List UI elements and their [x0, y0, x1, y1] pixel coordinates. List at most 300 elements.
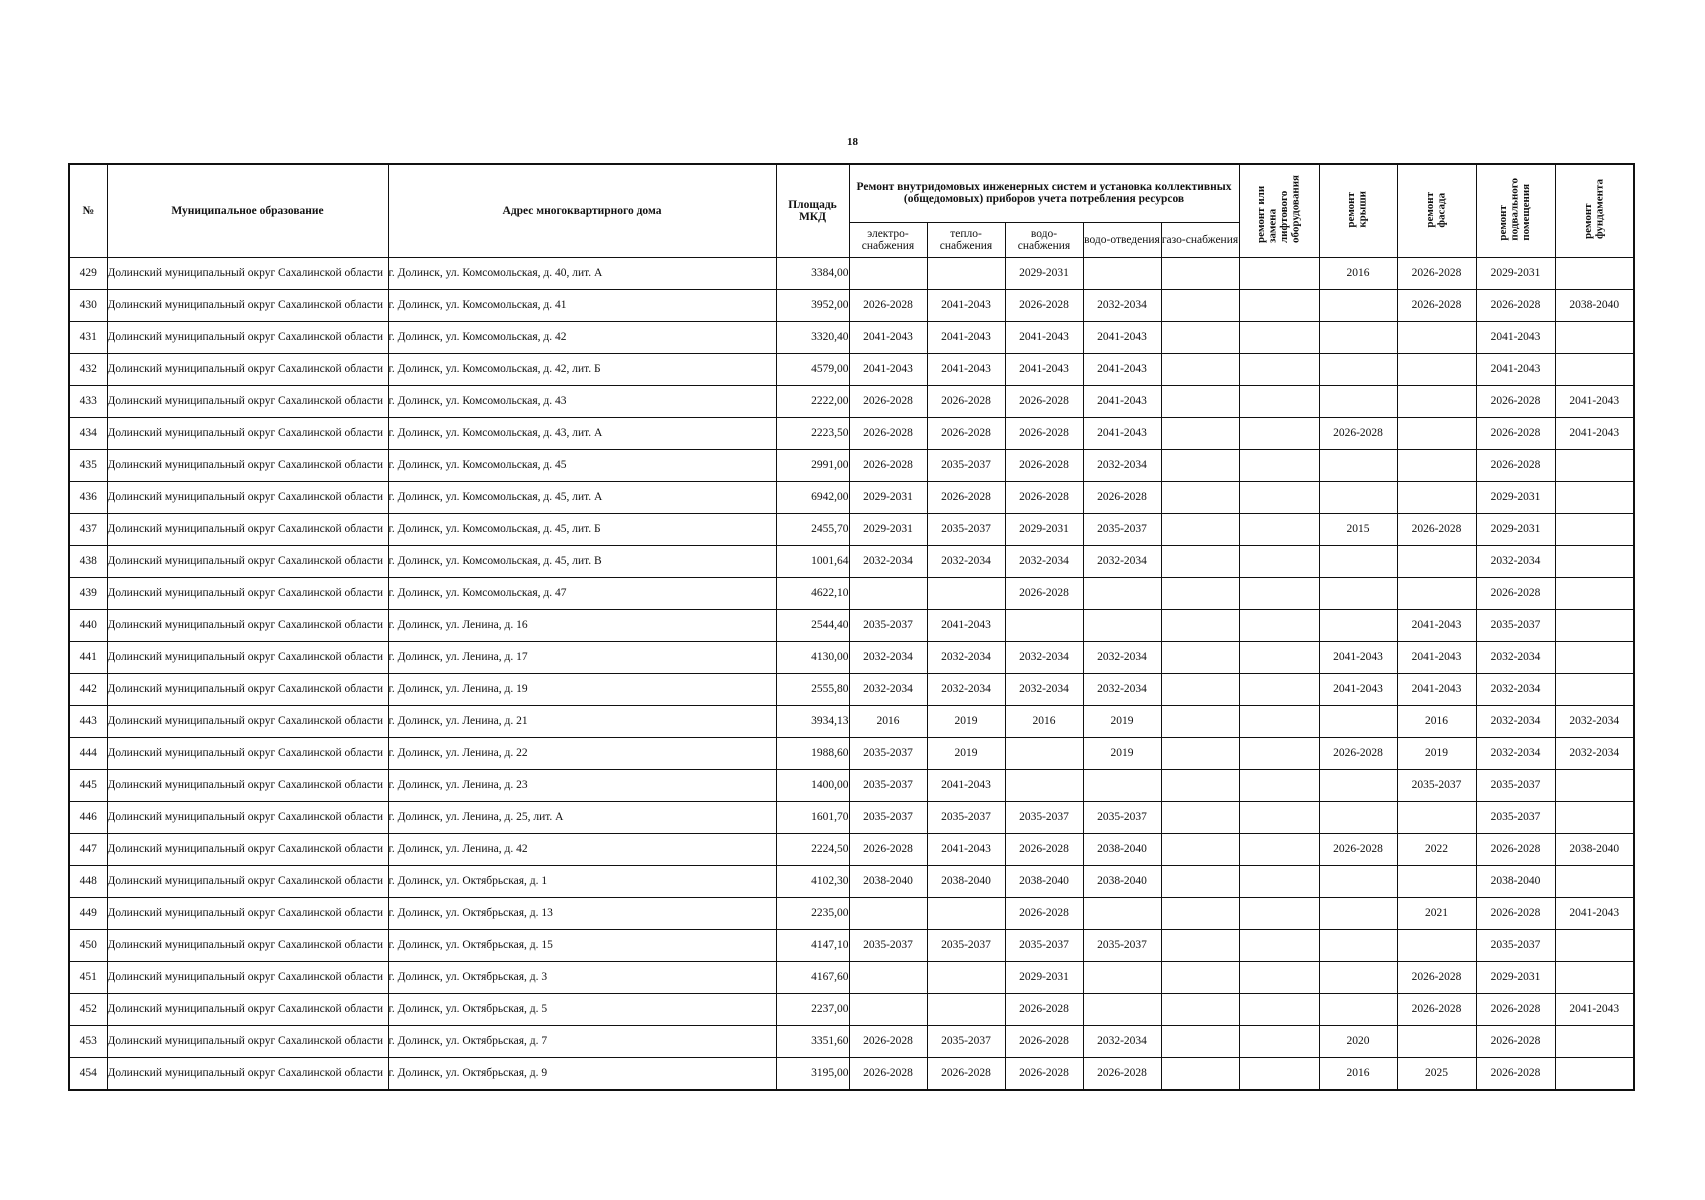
municipality-cell: Долинский муниципальный округ Сахалинской области — [107, 450, 388, 482]
facade-cell — [1397, 450, 1476, 482]
elevator-cell — [1239, 802, 1319, 834]
heating-cell: 2026-2028 — [927, 1058, 1005, 1090]
drainage-cell: 2038-2040 — [1083, 834, 1161, 866]
gas-cell — [1161, 834, 1239, 866]
roof-cell — [1319, 450, 1397, 482]
table-row — [69, 738, 1634, 770]
facade-cell: 2021 — [1397, 898, 1476, 930]
roof-cell — [1319, 578, 1397, 610]
elevator-cell — [1239, 322, 1319, 354]
elevator-cell — [1239, 354, 1319, 386]
facade-cell — [1397, 322, 1476, 354]
table-row — [69, 450, 1634, 482]
foundation-cell — [1555, 866, 1634, 898]
water-supply-cell: 2026-2028 — [1005, 898, 1083, 930]
gas-cell — [1161, 802, 1239, 834]
water-supply-cell: 2041-2043 — [1005, 354, 1083, 386]
roof-cell — [1319, 994, 1397, 1026]
area-cell: 2222,00 — [776, 386, 849, 418]
foundation-cell — [1555, 258, 1634, 290]
address-cell: г. Долинск, ул. Комсомольская, д. 43, лит. А — [388, 418, 776, 450]
basement-cell: 2029-2031 — [1476, 258, 1555, 290]
municipality-cell: Долинский муниципальный округ Сахалинской области — [107, 578, 388, 610]
electricity-cell — [849, 898, 927, 930]
basement-cell: 2026-2028 — [1476, 1058, 1555, 1090]
roof-cell — [1319, 546, 1397, 578]
address-cell: г. Долинск, ул. Октябрьская, д. 13 — [388, 898, 776, 930]
row-number: 443 — [69, 706, 107, 738]
foundation-cell — [1555, 450, 1634, 482]
header-foundation — [1555, 164, 1634, 258]
area-cell: 6942,00 — [776, 482, 849, 514]
water-supply-cell: 2035-2037 — [1005, 802, 1083, 834]
address-cell: г. Долинск, ул. Октябрьская, д. 3 — [388, 962, 776, 994]
electricity-cell: 2026-2028 — [849, 418, 927, 450]
municipality-cell: Долинский муниципальный округ Сахалинской области — [107, 642, 388, 674]
drainage-cell: 2032-2034 — [1083, 642, 1161, 674]
water-supply-cell — [1005, 610, 1083, 642]
foundation-cell: 2038-2040 — [1555, 290, 1634, 322]
facade-cell — [1397, 930, 1476, 962]
basement-cell: 2026-2028 — [1476, 994, 1555, 1026]
heating-cell: 2035-2037 — [927, 450, 1005, 482]
water-supply-cell: 2026-2028 — [1005, 834, 1083, 866]
electricity-cell: 2016 — [849, 706, 927, 738]
heating-cell — [927, 578, 1005, 610]
facade-cell — [1397, 866, 1476, 898]
foundation-cell — [1555, 1026, 1634, 1058]
water-supply-cell: 2026-2028 — [1005, 290, 1083, 322]
municipality-cell: Долинский муниципальный округ Сахалинской области — [107, 866, 388, 898]
header-heating: тепло-снабжения — [927, 222, 1005, 257]
basement-cell: 2041-2043 — [1476, 354, 1555, 386]
drainage-cell — [1083, 610, 1161, 642]
roof-cell: 2020 — [1319, 1026, 1397, 1058]
municipality-cell: Долинский муниципальный округ Сахалинской области — [107, 258, 388, 290]
row-number: 453 — [69, 1026, 107, 1058]
row-number: 447 — [69, 834, 107, 866]
header-municipality: Муниципальное образование — [107, 164, 388, 258]
basement-cell: 2029-2031 — [1476, 962, 1555, 994]
drainage-cell: 2019 — [1083, 706, 1161, 738]
drainage-cell: 2026-2028 — [1083, 482, 1161, 514]
roof-cell — [1319, 290, 1397, 322]
basement-cell: 2035-2037 — [1476, 802, 1555, 834]
area-cell: 4622,10 — [776, 578, 849, 610]
elevator-cell — [1239, 642, 1319, 674]
row-number: 450 — [69, 930, 107, 962]
roof-cell: 2016 — [1319, 258, 1397, 290]
area-cell: 2224,50 — [776, 834, 849, 866]
electricity-cell: 2035-2037 — [849, 802, 927, 834]
area-cell: 2235,00 — [776, 898, 849, 930]
basement-cell: 2026-2028 — [1476, 834, 1555, 866]
water-supply-cell: 2029-2031 — [1005, 258, 1083, 290]
table-row — [69, 770, 1634, 802]
water-supply-cell: 2032-2034 — [1005, 642, 1083, 674]
address-cell: г. Долинск, ул. Октябрьская, д. 7 — [388, 1026, 776, 1058]
repair-schedule-table — [68, 163, 1635, 1091]
facade-cell — [1397, 802, 1476, 834]
drainage-cell: 2035-2037 — [1083, 514, 1161, 546]
municipality-cell: Долинский муниципальный округ Сахалинской области — [107, 386, 388, 418]
municipality-cell: Долинский муниципальный округ Сахалинской области — [107, 994, 388, 1026]
facade-cell — [1397, 1026, 1476, 1058]
drainage-cell — [1083, 258, 1161, 290]
address-cell: г. Долинск, ул. Комсомольская, д. 41 — [388, 290, 776, 322]
foundation-cell — [1555, 578, 1634, 610]
water-supply-cell: 2026-2028 — [1005, 418, 1083, 450]
facade-cell: 2026-2028 — [1397, 962, 1476, 994]
foundation-cell: 2032-2034 — [1555, 706, 1634, 738]
drainage-cell — [1083, 994, 1161, 1026]
table-row — [69, 578, 1634, 610]
address-cell: г. Долинск, ул. Ленина, д. 22 — [388, 738, 776, 770]
electricity-cell — [849, 994, 927, 1026]
table-body — [69, 258, 1634, 1090]
row-number: 432 — [69, 354, 107, 386]
drainage-cell — [1083, 898, 1161, 930]
gas-cell — [1161, 738, 1239, 770]
gas-cell — [1161, 450, 1239, 482]
area-cell: 3934,13 — [776, 706, 849, 738]
facade-cell: 2041-2043 — [1397, 610, 1476, 642]
header-basement-label: ремонт подвального помещения — [1497, 178, 1533, 241]
table-row — [69, 930, 1634, 962]
roof-cell — [1319, 354, 1397, 386]
drainage-cell: 2038-2040 — [1083, 866, 1161, 898]
address-cell: г. Долинск, ул. Комсомольская, д. 45, лит. В — [388, 546, 776, 578]
address-cell: г. Долинск, ул. Ленина, д. 16 — [388, 610, 776, 642]
municipality-cell: Долинский муниципальный округ Сахалинской области — [107, 1058, 388, 1090]
electricity-cell: 2038-2040 — [849, 866, 927, 898]
water-supply-cell: 2026-2028 — [1005, 450, 1083, 482]
header-foundation-label: ремонт фундамента — [1581, 179, 1606, 240]
facade-cell: 2041-2043 — [1397, 642, 1476, 674]
facade-cell: 2019 — [1397, 738, 1476, 770]
heating-cell: 2032-2034 — [927, 674, 1005, 706]
facade-cell — [1397, 386, 1476, 418]
facade-cell: 2041-2043 — [1397, 674, 1476, 706]
municipality-cell: Долинский муниципальный округ Сахалинской области — [107, 738, 388, 770]
heating-cell: 2041-2043 — [927, 834, 1005, 866]
elevator-cell — [1239, 994, 1319, 1026]
header-basement — [1476, 164, 1555, 258]
elevator-cell — [1239, 386, 1319, 418]
facade-cell: 2025 — [1397, 1058, 1476, 1090]
drainage-cell: 2035-2037 — [1083, 930, 1161, 962]
area-cell: 4102,30 — [776, 866, 849, 898]
municipality-cell: Долинский муниципальный округ Сахалинской области — [107, 418, 388, 450]
basement-cell: 2041-2043 — [1476, 322, 1555, 354]
header-engineering-systems: Ремонт внутридомовых инженерных систем и установка коллективных (общедомовых) приборов учета потребления ресурсов — [849, 164, 1239, 222]
area-cell: 2555,80 — [776, 674, 849, 706]
elevator-cell — [1239, 930, 1319, 962]
water-supply-cell: 2035-2037 — [1005, 930, 1083, 962]
gas-cell — [1161, 322, 1239, 354]
elevator-cell — [1239, 610, 1319, 642]
elevator-cell — [1239, 546, 1319, 578]
roof-cell: 2026-2028 — [1319, 418, 1397, 450]
heating-cell: 2035-2037 — [927, 1026, 1005, 1058]
electricity-cell: 2041-2043 — [849, 354, 927, 386]
drainage-cell: 2026-2028 — [1083, 1058, 1161, 1090]
electricity-cell — [849, 578, 927, 610]
address-cell: г. Долинск, ул. Комсомольская, д. 40, лит. А — [388, 258, 776, 290]
heating-cell: 2041-2043 — [927, 610, 1005, 642]
heating-cell — [927, 898, 1005, 930]
header-area: Площадь МКД — [776, 164, 849, 258]
municipality-cell: Долинский муниципальный округ Сахалинской области — [107, 546, 388, 578]
gas-cell — [1161, 898, 1239, 930]
table-row — [69, 482, 1634, 514]
gas-cell — [1161, 994, 1239, 1026]
municipality-cell: Долинский муниципальный округ Сахалинской области — [107, 898, 388, 930]
heating-cell: 2041-2043 — [927, 354, 1005, 386]
electricity-cell: 2026-2028 — [849, 290, 927, 322]
basement-cell: 2032-2034 — [1476, 674, 1555, 706]
row-number: 430 — [69, 290, 107, 322]
row-number: 441 — [69, 642, 107, 674]
area-cell: 3195,00 — [776, 1058, 849, 1090]
header-facade-label: ремонт фасада — [1423, 191, 1448, 228]
elevator-cell — [1239, 898, 1319, 930]
facade-cell — [1397, 354, 1476, 386]
basement-cell: 2032-2034 — [1476, 546, 1555, 578]
header-gas: газо-снабжения — [1161, 222, 1239, 257]
municipality-cell: Долинский муниципальный округ Сахалинской области — [107, 1026, 388, 1058]
municipality-cell: Долинский муниципальный округ Сахалинской области — [107, 674, 388, 706]
elevator-cell — [1239, 1026, 1319, 1058]
row-number: 438 — [69, 546, 107, 578]
header-electricity: электро-снабжения — [849, 222, 927, 257]
address-cell: г. Долинск, ул. Октябрьская, д. 5 — [388, 994, 776, 1026]
address-cell: г. Долинск, ул. Комсомольская, д. 45, лит. А — [388, 482, 776, 514]
area-cell: 3351,60 — [776, 1026, 849, 1058]
roof-cell — [1319, 322, 1397, 354]
table-header — [69, 164, 1634, 258]
header-elevator — [1239, 164, 1319, 258]
facade-cell — [1397, 578, 1476, 610]
electricity-cell — [849, 962, 927, 994]
water-supply-cell: 2016 — [1005, 706, 1083, 738]
foundation-cell — [1555, 610, 1634, 642]
area-cell: 2544,40 — [776, 610, 849, 642]
electricity-cell: 2035-2037 — [849, 930, 927, 962]
area-cell: 4147,10 — [776, 930, 849, 962]
water-supply-cell: 2026-2028 — [1005, 1058, 1083, 1090]
heating-cell: 2019 — [927, 738, 1005, 770]
municipality-cell: Долинский муниципальный округ Сахалинской области — [107, 354, 388, 386]
address-cell: г. Долинск, ул. Комсомольская, д. 47 — [388, 578, 776, 610]
electricity-cell: 2041-2043 — [849, 322, 927, 354]
municipality-cell: Долинский муниципальный округ Сахалинской области — [107, 290, 388, 322]
water-supply-cell: 2029-2031 — [1005, 514, 1083, 546]
table-row — [69, 1058, 1634, 1090]
foundation-cell — [1555, 642, 1634, 674]
row-number: 454 — [69, 1058, 107, 1090]
heating-cell: 2041-2043 — [927, 322, 1005, 354]
gas-cell — [1161, 386, 1239, 418]
foundation-cell — [1555, 482, 1634, 514]
facade-cell — [1397, 482, 1476, 514]
header-address: Адрес многоквартирного дома — [388, 164, 776, 258]
row-number: 436 — [69, 482, 107, 514]
roof-cell — [1319, 610, 1397, 642]
area-cell: 3384,00 — [776, 258, 849, 290]
elevator-cell — [1239, 258, 1319, 290]
address-cell: г. Долинск, ул. Комсомольская, д. 45, лит. Б — [388, 514, 776, 546]
drainage-cell: 2032-2034 — [1083, 450, 1161, 482]
heating-cell — [927, 994, 1005, 1026]
row-number: 444 — [69, 738, 107, 770]
electricity-cell: 2032-2034 — [849, 674, 927, 706]
area-cell: 1400,00 — [776, 770, 849, 802]
basement-cell: 2026-2028 — [1476, 386, 1555, 418]
facade-cell: 2026-2028 — [1397, 994, 1476, 1026]
roof-cell — [1319, 482, 1397, 514]
facade-cell: 2022 — [1397, 834, 1476, 866]
elevator-cell — [1239, 450, 1319, 482]
gas-cell — [1161, 514, 1239, 546]
address-cell: г. Долинск, ул. Октябрьская, д. 1 — [388, 866, 776, 898]
address-cell: г. Долинск, ул. Октябрьская, д. 15 — [388, 930, 776, 962]
foundation-cell — [1555, 546, 1634, 578]
gas-cell — [1161, 578, 1239, 610]
roof-cell — [1319, 770, 1397, 802]
basement-cell: 2026-2028 — [1476, 1026, 1555, 1058]
table-row — [69, 322, 1634, 354]
foundation-cell — [1555, 514, 1634, 546]
foundation-cell: 2041-2043 — [1555, 386, 1634, 418]
water-supply-cell: 2032-2034 — [1005, 674, 1083, 706]
table-row — [69, 610, 1634, 642]
roof-cell — [1319, 386, 1397, 418]
address-cell: г. Долинск, ул. Комсомольская, д. 45 — [388, 450, 776, 482]
heating-cell: 2026-2028 — [927, 482, 1005, 514]
gas-cell — [1161, 770, 1239, 802]
table-row — [69, 418, 1634, 450]
drainage-cell — [1083, 578, 1161, 610]
basement-cell: 2038-2040 — [1476, 866, 1555, 898]
gas-cell — [1161, 354, 1239, 386]
drainage-cell — [1083, 770, 1161, 802]
foundation-cell — [1555, 770, 1634, 802]
municipality-cell: Долинский муниципальный округ Сахалинской области — [107, 834, 388, 866]
header-elevator-label: ремонт или замена лифтового оборудования — [1254, 175, 1302, 244]
municipality-cell: Долинский муниципальный округ Сахалинской области — [107, 322, 388, 354]
heating-cell: 2035-2037 — [927, 802, 1005, 834]
water-supply-cell: 2041-2043 — [1005, 322, 1083, 354]
drainage-cell: 2041-2043 — [1083, 386, 1161, 418]
facade-cell: 2026-2028 — [1397, 258, 1476, 290]
electricity-cell: 2026-2028 — [849, 1026, 927, 1058]
area-cell: 2237,00 — [776, 994, 849, 1026]
header-number: № — [69, 164, 107, 258]
drainage-cell: 2032-2034 — [1083, 674, 1161, 706]
foundation-cell: 2032-2034 — [1555, 738, 1634, 770]
gas-cell — [1161, 258, 1239, 290]
gas-cell — [1161, 610, 1239, 642]
table-row — [69, 386, 1634, 418]
water-supply-cell: 2026-2028 — [1005, 994, 1083, 1026]
municipality-cell: Долинский муниципальный округ Сахалинской области — [107, 802, 388, 834]
elevator-cell — [1239, 1058, 1319, 1090]
row-number: 446 — [69, 802, 107, 834]
electricity-cell: 2026-2028 — [849, 834, 927, 866]
heating-cell — [927, 258, 1005, 290]
foundation-cell — [1555, 962, 1634, 994]
water-supply-cell: 2029-2031 — [1005, 962, 1083, 994]
drainage-cell: 2032-2034 — [1083, 546, 1161, 578]
elevator-cell — [1239, 866, 1319, 898]
area-cell: 1988,60 — [776, 738, 849, 770]
elevator-cell — [1239, 738, 1319, 770]
water-supply-cell: 2026-2028 — [1005, 1026, 1083, 1058]
table-row — [69, 546, 1634, 578]
row-number: 433 — [69, 386, 107, 418]
area-cell: 2455,70 — [776, 514, 849, 546]
address-cell: г. Долинск, ул. Ленина, д. 21 — [388, 706, 776, 738]
roof-cell: 2041-2043 — [1319, 642, 1397, 674]
electricity-cell: 2032-2034 — [849, 642, 927, 674]
heating-cell: 2035-2037 — [927, 514, 1005, 546]
facade-cell: 2026-2028 — [1397, 514, 1476, 546]
municipality-cell: Долинский муниципальный округ Сахалинской области — [107, 482, 388, 514]
foundation-cell — [1555, 674, 1634, 706]
basement-cell: 2029-2031 — [1476, 514, 1555, 546]
water-supply-cell: 2038-2040 — [1005, 866, 1083, 898]
row-number: 451 — [69, 962, 107, 994]
municipality-cell: Долинский муниципальный округ Сахалинской области — [107, 706, 388, 738]
facade-cell: 2026-2028 — [1397, 290, 1476, 322]
basement-cell: 2026-2028 — [1476, 290, 1555, 322]
municipality-cell: Долинский муниципальный округ Сахалинской области — [107, 962, 388, 994]
page-number: 18 — [847, 136, 858, 148]
municipality-cell: Долинский муниципальный округ Сахалинской области — [107, 514, 388, 546]
gas-cell — [1161, 642, 1239, 674]
basement-cell: 2035-2037 — [1476, 930, 1555, 962]
water-supply-cell: 2026-2028 — [1005, 578, 1083, 610]
address-cell: г. Долинск, ул. Ленина, д. 17 — [388, 642, 776, 674]
table-row — [69, 962, 1634, 994]
heating-cell: 2026-2028 — [927, 386, 1005, 418]
drainage-cell — [1083, 962, 1161, 994]
foundation-cell — [1555, 322, 1634, 354]
row-number: 434 — [69, 418, 107, 450]
roof-cell — [1319, 930, 1397, 962]
header-drainage: водо-отведения — [1083, 222, 1161, 257]
table-row — [69, 994, 1634, 1026]
area-cell: 1601,70 — [776, 802, 849, 834]
row-number: 448 — [69, 866, 107, 898]
electricity-cell: 2035-2037 — [849, 738, 927, 770]
address-cell: г. Долинск, ул. Комсомольская, д. 43 — [388, 386, 776, 418]
elevator-cell — [1239, 578, 1319, 610]
roof-cell: 2026-2028 — [1319, 738, 1397, 770]
table-row — [69, 834, 1634, 866]
foundation-cell: 2041-2043 — [1555, 994, 1634, 1026]
heating-cell: 2026-2028 — [927, 418, 1005, 450]
gas-cell — [1161, 866, 1239, 898]
water-supply-cell: 2026-2028 — [1005, 482, 1083, 514]
address-cell: г. Долинск, ул. Ленина, д. 19 — [388, 674, 776, 706]
row-number: 442 — [69, 674, 107, 706]
drainage-cell: 2019 — [1083, 738, 1161, 770]
table-row — [69, 258, 1634, 290]
electricity-cell: 2029-2031 — [849, 514, 927, 546]
foundation-cell — [1555, 1058, 1634, 1090]
